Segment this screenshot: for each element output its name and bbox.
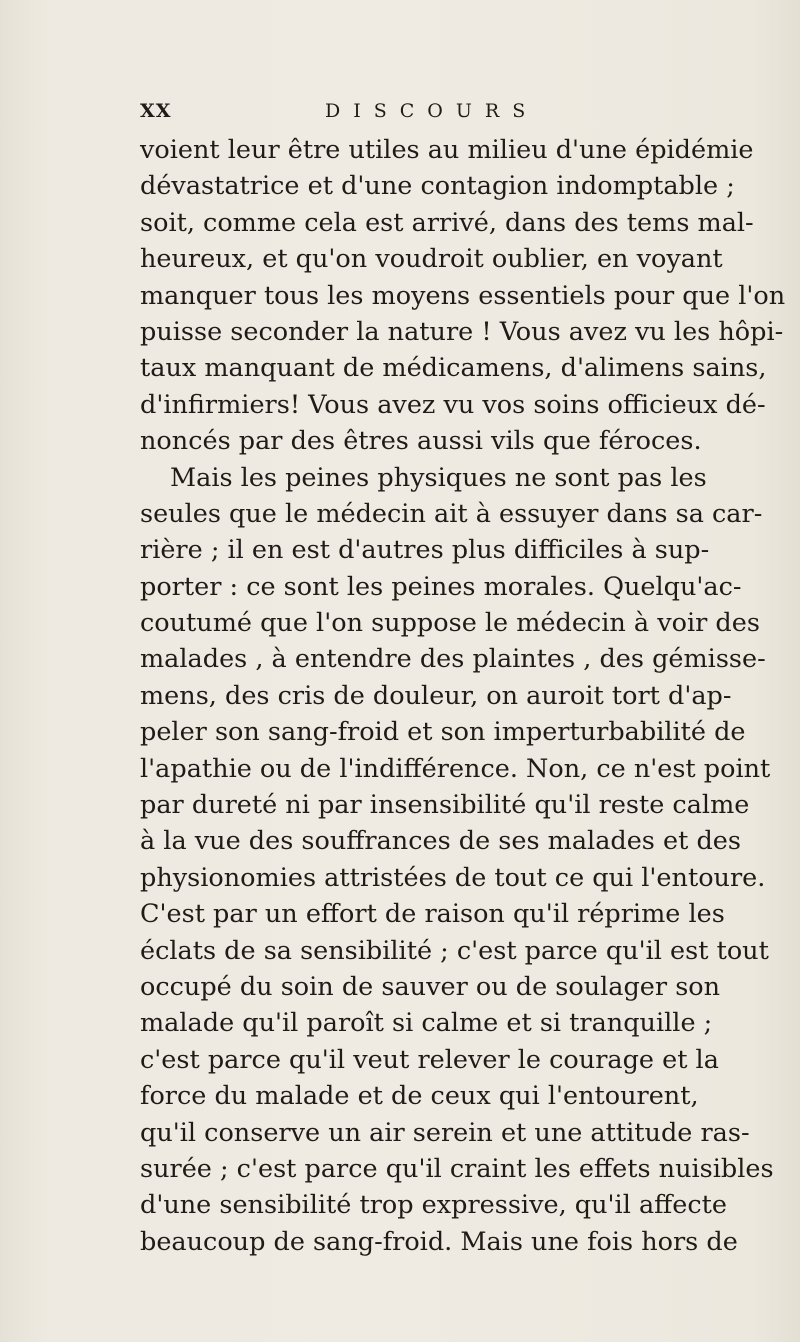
- text-line: coutumé que l'on suppose le médecin à voir des: [140, 608, 760, 639]
- text-line: d'infirmiers! Vous avez vu vos soins officieux dé-: [140, 389, 766, 420]
- text-line: rière ; il en est d'autres plus difficiles à sup-: [140, 535, 710, 566]
- text-line: seules que le médecin ait à essuyer dans sa car-: [140, 498, 763, 529]
- text-line: d'une sensibilité trop expressive, qu'il affecte: [140, 1190, 727, 1221]
- text-line: heureux, et qu'on voudroit oublier, en voyant: [140, 244, 723, 275]
- text-line: éclats de sa sensibilité ; c'est parce qu'il est tout: [140, 935, 769, 966]
- text-line: noncés par des êtres aussi vils que féroces.: [140, 426, 702, 457]
- text-line: puisse seconder la nature ! Vous avez vu les hôpi-: [140, 316, 784, 347]
- text-line: beaucoup de sang-froid. Mais une fois hors de: [140, 1226, 738, 1257]
- text-line: taux manquant de médicamens, d'alimens sains,: [140, 353, 767, 384]
- text-line: peler son sang-froid et son imperturbabilité de: [140, 717, 746, 748]
- text-line: l'apathie ou de l'indifférence. Non, ce n'est point: [140, 753, 771, 784]
- text-line: voient leur être utiles au milieu d'une épidémie: [140, 135, 754, 165]
- text-line: manquer tous les moyens essentiels pour que l'on: [140, 280, 786, 311]
- text-line: surée ; c'est parce qu'il craint les effets nuisibles: [140, 1153, 774, 1184]
- text-line: qu'il conserve un air serein et une attitude ras-: [140, 1117, 750, 1148]
- text-line: malades , à entendre des plaintes , des gémisse-: [140, 644, 766, 675]
- text-line: malade qu'il paroît si calme et si tranquille ;: [140, 1008, 713, 1039]
- text-line: c'est parce qu'il veut relever le courage et la: [140, 1044, 719, 1075]
- text-line: à la vue des souffrances de ses malades et des: [140, 826, 741, 857]
- running-title: DISCOURS: [325, 100, 539, 122]
- text-line: force du malade et de ceux qui l'entourent,: [140, 1081, 699, 1112]
- text-line: soit, comme cela est arrivé, dans des tems mal-: [140, 207, 754, 238]
- text-line: mens, des cris de douleur, on auroit tort d'ap-: [140, 680, 732, 711]
- text-line: par dureté ni par insensibilité qu'il reste calme: [140, 790, 750, 821]
- paragraph-start-line: Mais les peines physiques ne sont pas les: [170, 462, 707, 493]
- text-line: physionomies attristées de tout ce qui l'entoure.: [140, 862, 766, 893]
- running-header: [140, 100, 700, 130]
- body-text: [140, 132, 786, 1260]
- text-line: porter : ce sont les peines morales. Quelqu'ac-: [140, 571, 742, 602]
- text-line: C'est par un effort de raison qu'il réprime les: [140, 899, 725, 930]
- page-number: XX: [140, 100, 172, 122]
- text-line: dévastatrice et d'une contagion indomptable ;: [140, 171, 735, 202]
- text-line: occupé du soin de sauver ou de soulager son: [140, 971, 721, 1002]
